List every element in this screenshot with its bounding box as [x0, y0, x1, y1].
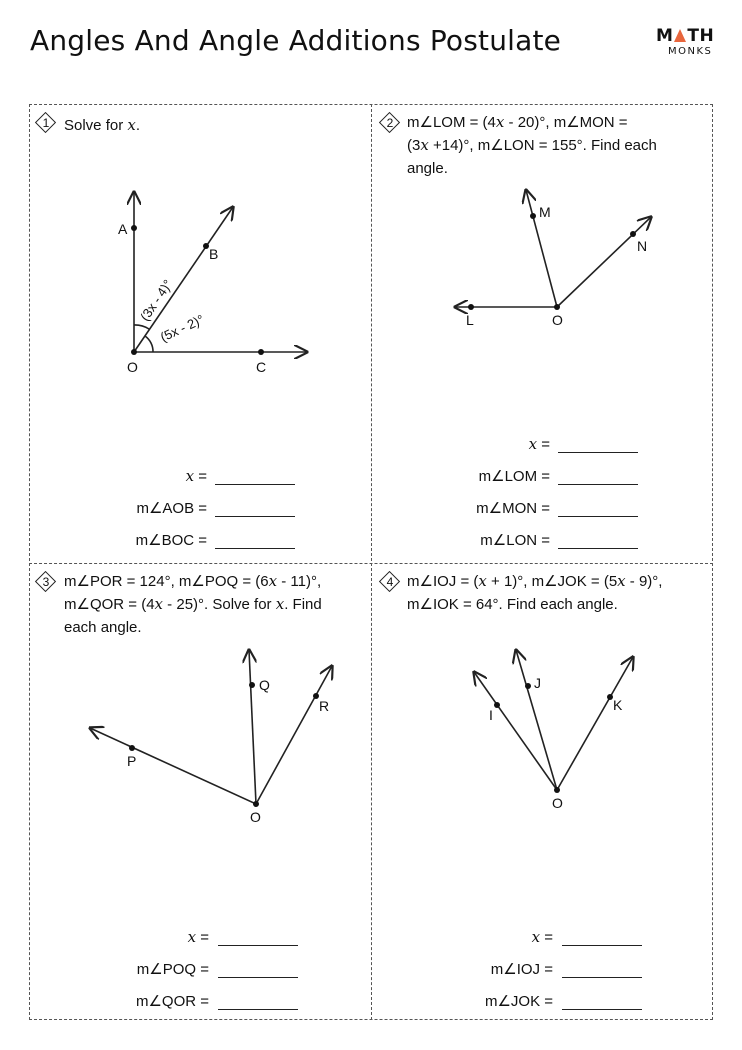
label-q: Q: [259, 677, 270, 693]
label-o: O: [250, 809, 261, 825]
ray-oj: [516, 650, 557, 790]
label-c: C: [256, 359, 267, 375]
label-n: N: [637, 238, 648, 254]
label-a: A: [118, 221, 128, 237]
point-m: [530, 213, 536, 219]
answer-blank[interactable]: [562, 945, 642, 946]
answer-blank[interactable]: [558, 548, 638, 549]
angle-arc-boc: [145, 336, 153, 352]
label-m: M: [539, 204, 551, 220]
answer-blank[interactable]: [215, 516, 295, 517]
question-3-line-1: m∠POR = 124°, m∠POQ = (6x - 11)°,: [64, 572, 322, 590]
point-o: [131, 349, 137, 355]
label-o: O: [127, 359, 138, 375]
label-k: K: [613, 697, 623, 713]
answer-blank[interactable]: [562, 977, 642, 978]
angle-arc-aob: [134, 325, 149, 329]
point-o: [554, 787, 560, 793]
question-number-badge: 4: [381, 573, 399, 591]
label-o: O: [552, 795, 563, 811]
label-o: O: [552, 312, 563, 328]
point-c: [258, 349, 264, 355]
answer-blank[interactable]: [218, 1009, 298, 1010]
label-l: L: [466, 312, 474, 328]
answer-blank[interactable]: [562, 1009, 642, 1010]
question-2-line-2: (3x +14)°, m∠LON = 155°. Find each: [407, 136, 657, 154]
label-i: I: [489, 707, 493, 723]
point-j: [525, 683, 531, 689]
label-b: B: [209, 246, 219, 262]
label-p: P: [127, 753, 137, 769]
point-o: [253, 801, 259, 807]
point-o: [554, 304, 560, 310]
question-4-line-2: m∠IOK = 64°. Find each angle.: [407, 596, 618, 613]
logo-letters-th: TH: [687, 26, 715, 46]
answer-blank[interactable]: [215, 484, 295, 485]
ray-op: [90, 728, 256, 804]
ray-oi: [474, 672, 557, 790]
ray-on: [557, 217, 651, 307]
point-n: [630, 231, 636, 237]
answer-blank[interactable]: [218, 977, 298, 978]
answer-blank[interactable]: [215, 548, 295, 549]
logo-letter-m: M: [656, 26, 674, 46]
question-3-line-3: each angle.: [64, 619, 142, 636]
point-l: [468, 304, 474, 310]
logo-subtitle: MONKS: [668, 46, 713, 57]
question-3-line-2: m∠QOR = (4x - 25)°. Solve for x. Find: [64, 595, 322, 613]
angle-label-boc: (5x - 2)°: [157, 311, 207, 345]
answer-blank[interactable]: [558, 452, 638, 453]
question-2-line-3: angle.: [407, 160, 448, 177]
ray-ok: [557, 657, 633, 790]
answer-blank[interactable]: [558, 516, 638, 517]
point-p: [129, 745, 135, 751]
label-j: J: [534, 675, 541, 691]
point-q: [249, 682, 255, 688]
point-a: [131, 225, 137, 231]
question-number-badge: 3: [37, 573, 55, 591]
answer-blank[interactable]: [558, 484, 638, 485]
answer-blank[interactable]: [218, 945, 298, 946]
question-2-line-1: m∠LOM = (4x - 20)°, m∠MON =: [407, 113, 628, 131]
point-i: [494, 702, 500, 708]
angle-label-aob: (3x - 4)°: [137, 276, 176, 324]
page-title: Angles And Angle Additions Postulate: [30, 24, 562, 57]
question-number-badge: 2: [381, 114, 399, 132]
ray-oq: [249, 650, 256, 804]
question-1-text: Solve for x.: [64, 116, 141, 134]
question-number-badge: 1: [37, 114, 55, 132]
question-4-line-1: m∠IOJ = (x + 1)°, m∠JOK = (5x - 9)°,: [407, 572, 663, 590]
label-r: R: [319, 698, 330, 714]
